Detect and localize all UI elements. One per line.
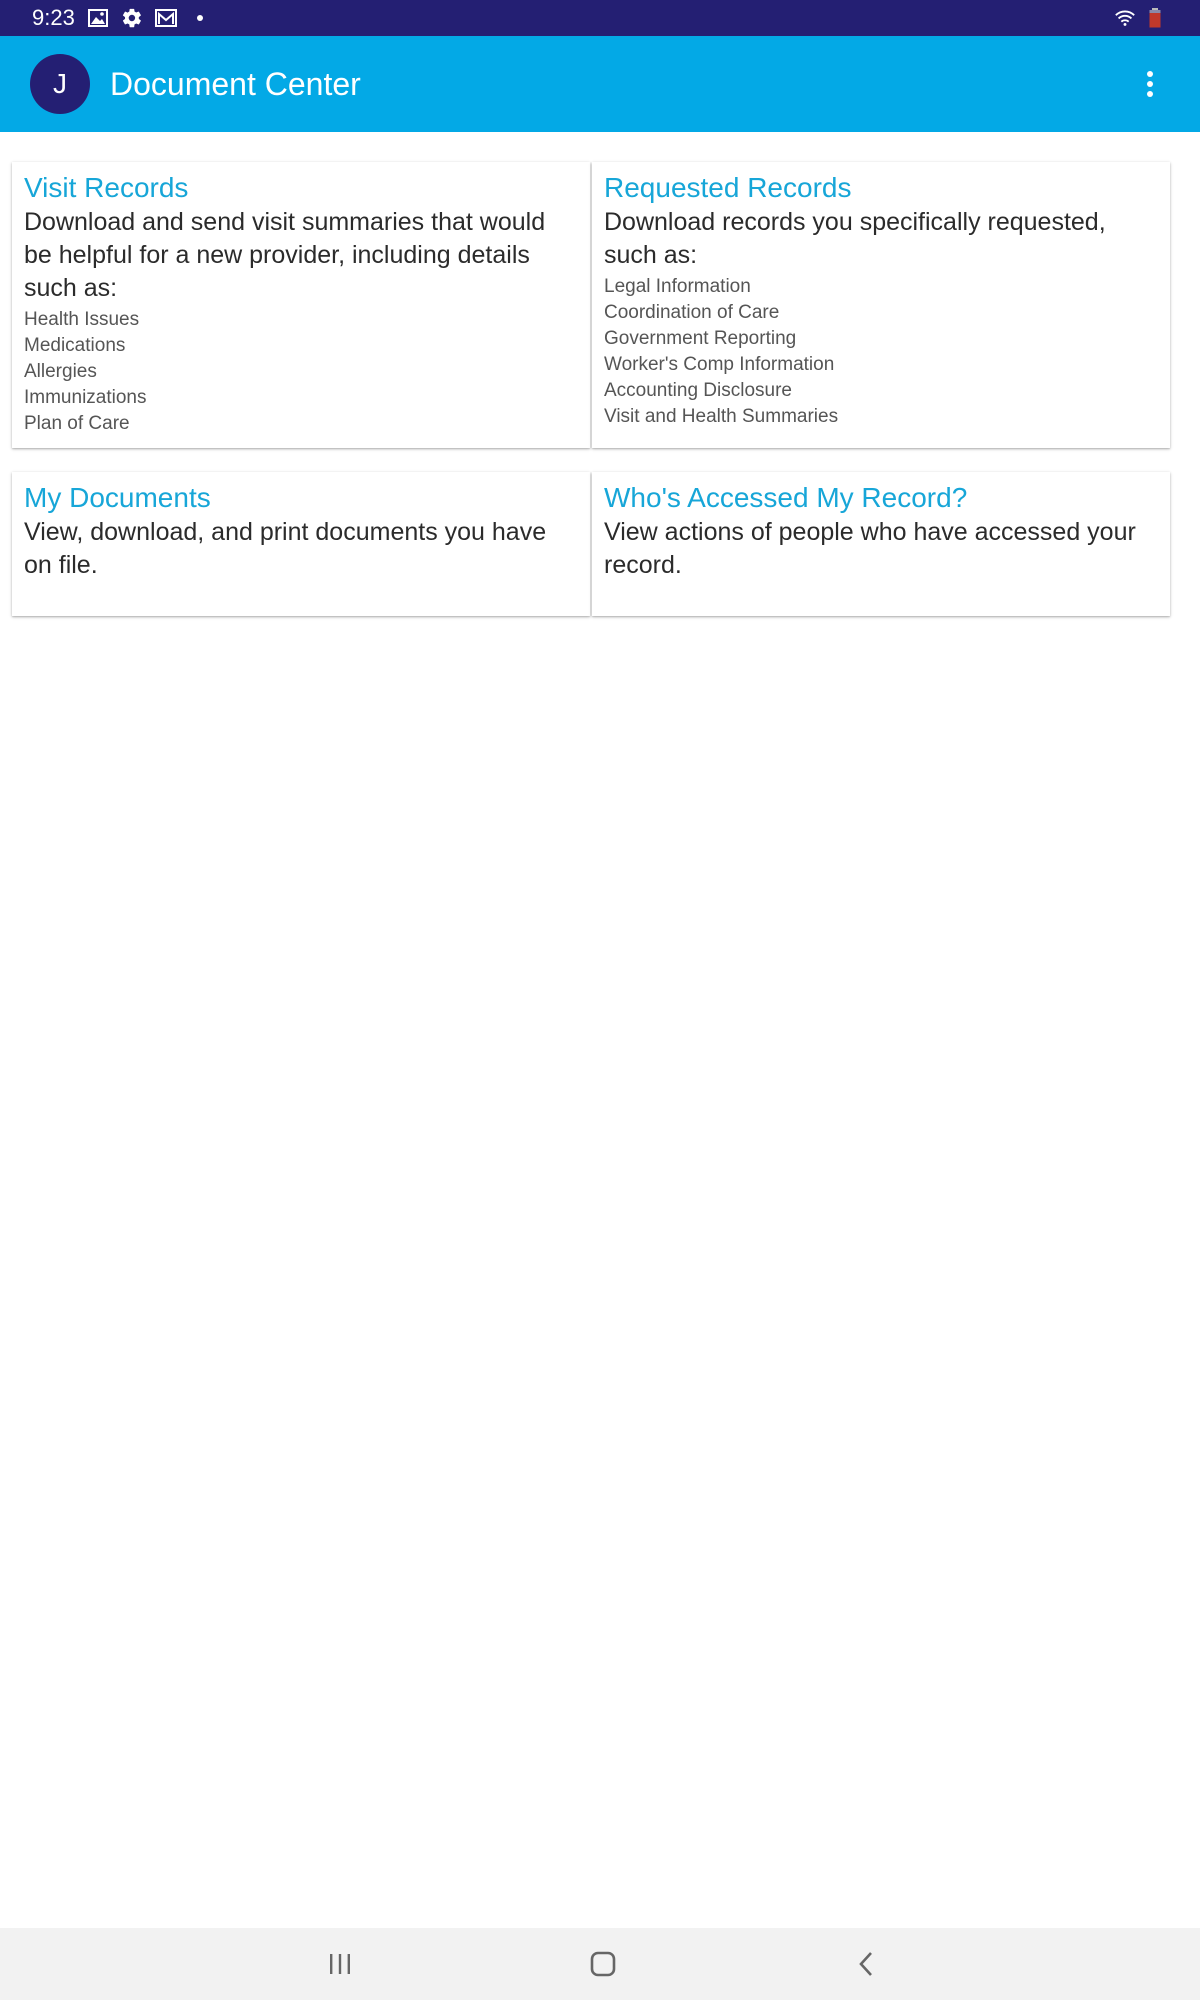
battery-icon — [1144, 7, 1166, 29]
card-description: View actions of people who have accessed your record. — [604, 518, 1136, 579]
card-description: Download and send visit summaries that would be helpful for a new provider, including details such as: — [24, 208, 546, 302]
wifi-icon — [1114, 7, 1136, 29]
back-icon[interactable] — [826, 1934, 906, 1994]
card-title: Visit Records — [24, 172, 189, 203]
list-item: Allergies — [24, 361, 97, 382]
list-item: Legal Information — [604, 276, 751, 297]
list-item: Coordination of Care — [604, 302, 780, 323]
status-bar — [0, 0, 1200, 36]
card-description: Download records you specifically requested, such as: — [604, 208, 1106, 269]
card-description: View, download, and print documents you have on file. — [24, 518, 547, 579]
status-right — [1114, 7, 1166, 29]
list-item: Government Reporting — [604, 328, 797, 349]
page-title: Document Center — [110, 65, 361, 102]
home-icon[interactable] — [563, 1934, 643, 1994]
my-documents-card[interactable] — [12, 472, 590, 616]
dot-icon — [197, 15, 203, 21]
image-icon — [87, 7, 109, 29]
avatar[interactable]: J — [30, 54, 90, 114]
requested-records-card[interactable] — [592, 162, 1170, 448]
list-item: Visit and Health Summaries — [604, 406, 839, 427]
whos-accessed-card[interactable] — [592, 472, 1170, 616]
list-item: Worker's Comp Information — [604, 354, 835, 375]
card-list — [24, 307, 578, 437]
card-row — [12, 472, 1170, 616]
list-item: Plan of Care — [24, 413, 130, 434]
mail-icon — [155, 7, 177, 29]
more-vert-icon[interactable] — [1130, 54, 1170, 114]
nav-bar — [0, 1928, 1200, 2000]
list-item: Accounting Disclosure — [604, 380, 792, 401]
card-title: Who's Accessed My Record? — [604, 482, 968, 513]
status-left — [32, 5, 203, 31]
card-grid — [12, 162, 1170, 640]
list-item: Immunizations — [24, 387, 147, 408]
recents-icon[interactable] — [300, 1934, 380, 1994]
card-title: Requested Records — [604, 172, 852, 203]
gear-icon — [121, 7, 143, 29]
card-list — [604, 274, 1158, 430]
visit-records-card[interactable] — [12, 162, 590, 448]
app-bar — [0, 36, 1200, 132]
status-time: 9:23 — [32, 5, 75, 30]
list-item: Medications — [24, 335, 126, 356]
card-row — [12, 162, 1170, 448]
card-title: My Documents — [24, 482, 211, 513]
list-item: Health Issues — [24, 309, 140, 330]
